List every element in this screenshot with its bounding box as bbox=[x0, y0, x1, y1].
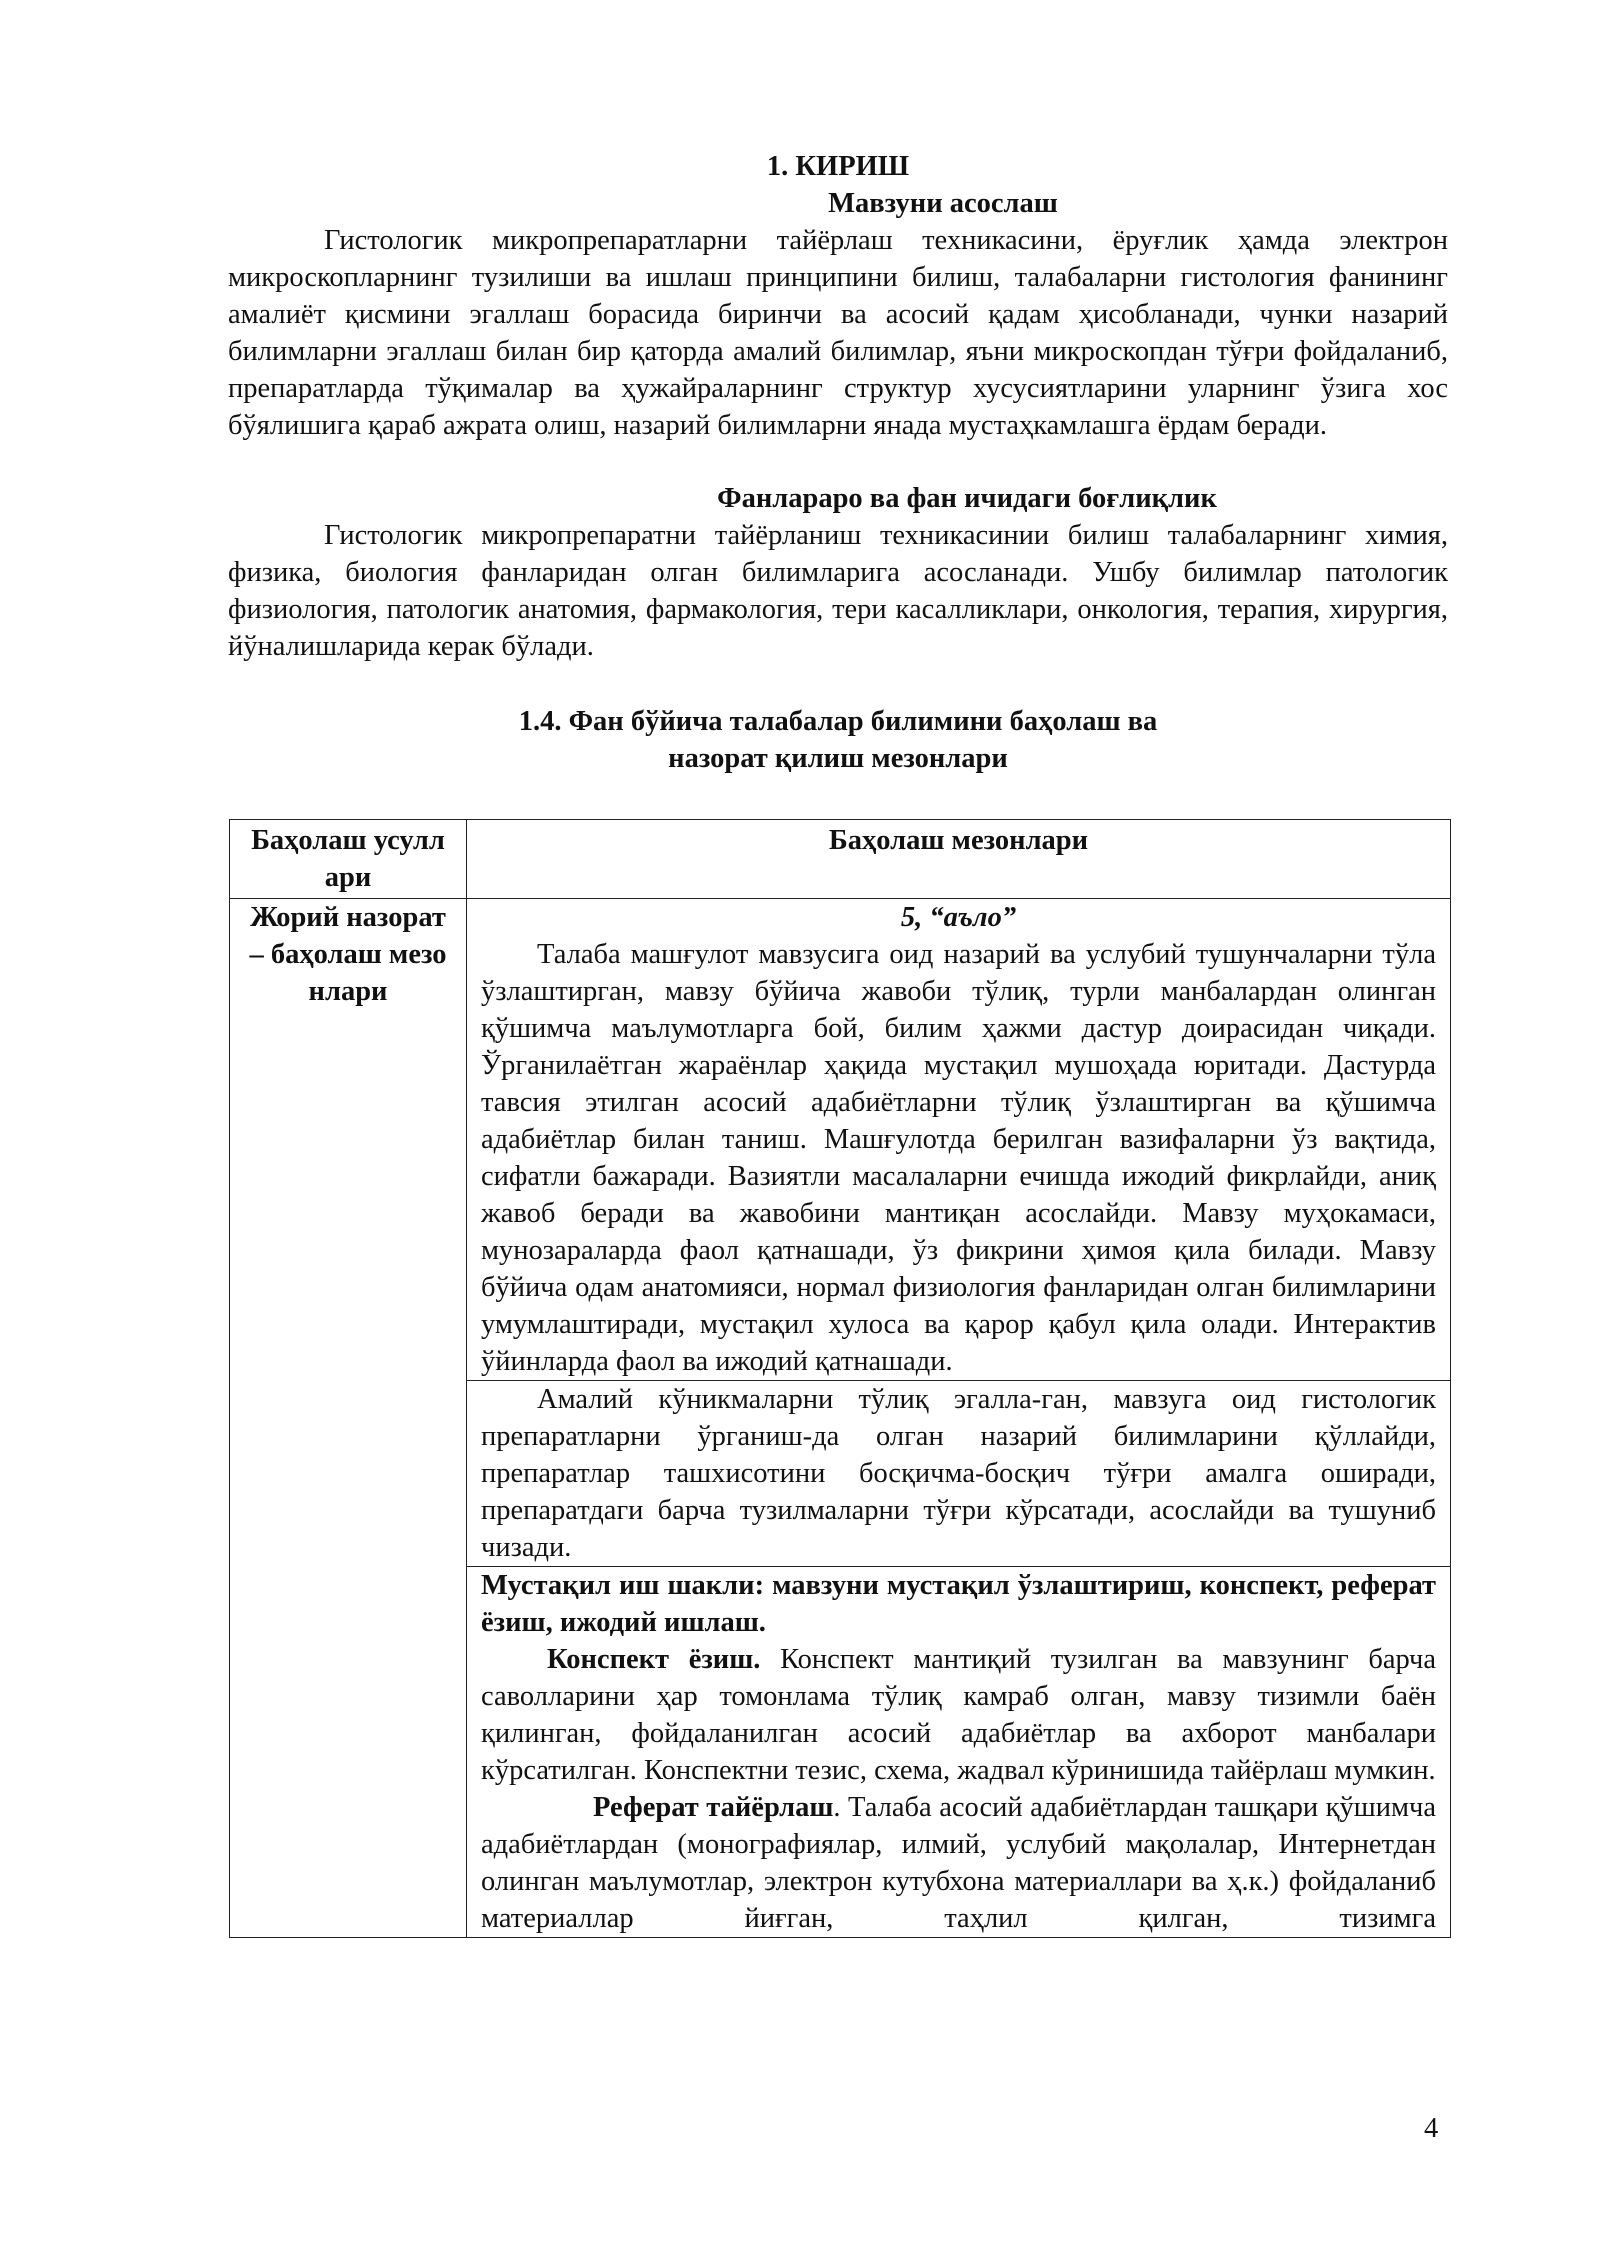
cell-grade-five bbox=[467, 899, 1451, 1381]
referat-paragraph bbox=[481, 1789, 1436, 1937]
cell-self-work bbox=[467, 1567, 1451, 1938]
table-row-grade bbox=[230, 899, 1451, 1381]
referat-text: . Талаба асосий адабиётлардан ташқари қўшимча адабиётлардан (монографиялар, илмий, услубий мақолалар, Интернетдан олинган маълумотлар, электрон кутубхона материаллари ва ҳ.к.) фойдаланиб материаллар йиғган, таҳлил қилган, тизимга bbox=[481, 1792, 1436, 1934]
links-paragraph: Гистологик микропрепаратни тайёрланиш техникасинии билиш талабаларнинг химия, физика, биология фанларидан олган билимларига асосланади. Ушбу билимлар патологик физиология, патологик анатомия, фармакология, тери касалликлари, онкология, терапия, хирургия, йўналишларида керак бўлади. bbox=[228, 520, 1448, 662]
criteria-title-line1: 1.4. Фан бўйича талабалар билимини баҳолаш ва bbox=[518, 706, 1158, 737]
header-criteria-label: Баҳолаш мезонлари bbox=[828, 825, 1089, 856]
criteria-title-line2: назорат қилиш мезонлари bbox=[668, 743, 1008, 774]
page-number: 4 bbox=[1424, 2113, 1439, 2144]
konspekt-label: Конспект ёзиш. bbox=[547, 1644, 761, 1675]
section-title: 1. КИРИШ bbox=[766, 151, 910, 182]
links-title: Фанлараро ва фан ичидаги боғлиқлик bbox=[717, 483, 1217, 514]
row-label-current-control: Жорий назорат – баҳолаш мезонлари bbox=[230, 899, 467, 1938]
cell-practical bbox=[467, 1381, 1451, 1567]
grade-description: Талаба машғулот мавзусига оид назарий ва услубий тушунчаларни тўла ўзлаштирган, мавзу бўйича жавоби тўлиқ, турли манбалардан олинган қўшимча маълумотларга бой, билим ҳажми дастур доирасидан чиқади. Ўрганилаётган жараёнлар ҳақида мустақил мушоҳада юритади. Дастурда тавсия этилган асосий адабиётларни тўлиқ ўзлаштирган ва қўшимча адабиётлар билан таниш. Машғулотда берилган вазифаларни ўз вақтида, сифатли бажаради. Вазиятли масалаларни ечишда ижодий фикрлайди, аниқ жавоб беради ва жавобини мантиқан асослайди. Мавзу муҳокамаси, мунозараларда фаол қатнашади, ўз фикрини ҳимоя қила билади. Мавзу бўйича одам анатомияси, нормал физиология фанларидан олган билимларини умумлаштиради, мустақил хулоса ва қарор қабул қила олади. Интерактив ўйинларда фаол ва ижодий қатнашади. bbox=[481, 939, 1436, 1377]
self-work-heading bbox=[481, 1567, 1436, 1641]
header-criteria bbox=[467, 820, 1451, 899]
referat-label: Реферат тайёрлаш bbox=[593, 1792, 834, 1823]
intro-paragraph: Гистологик микропрепаратларни тайёрлаш техникасини, ёруғлик ҳамда электрон микроскопларнинг тузилиши ва ишлаш принципини билиш, талабаларни гистология фанининг амалиёт қисмини эгаллаш борасида биринчи ва асосий қадам ҳисобланади, чунки назарий билимларни эгаллаш билан бир қаторда амалий билимлар, яъни микроскопдан тўғри фойдаланиб, препаратларда тўқималар ва ҳужайраларнинг структур хусусиятларини уларнинг ўзига хос бўялишига қараб ажрата олиш, назарий билимларни янада мустаҳкамлашга ёрдам беради. bbox=[228, 225, 1448, 441]
section-subtitle: Мавзуни асослаш bbox=[828, 188, 1058, 219]
criteria-table bbox=[229, 819, 1451, 1938]
table-header-row bbox=[230, 820, 1451, 899]
page-content bbox=[228, 148, 1448, 1938]
konspekt-text: Конспект мантиқий тузилган ва мавзунинг барча саволларини ҳар томонлама тўлиқ камраб олган, мавзу тизимли баён қилинган, фойдаланилган асосий адабиётлар ва ахборот манбалари кўрсатилган. Конспектни тезис, схема, жадвал кўринишида тайёрлаш мумкин. bbox=[481, 1644, 1436, 1786]
self-work-heading-text: Мустақил иш шакли: мавзуни мустақил ўзлаштириш, конспект, реферат ёзиш, ижодий ишлаш. bbox=[481, 1570, 1436, 1638]
konspekt-paragraph bbox=[481, 1641, 1436, 1789]
practical-description: Амалий кўникмаларни тўлиқ эгалла-ган, мавзуга оид гистологик препаратларни ўрганиш-да олган назарий билимларини қўллайди, препаратлар ташхисотини босқичма-босқич тўғри амалга оширади, препаратдаги барча тузилмаларни тўғри кўрсатади, асослайди ва тушуниб чизади. bbox=[481, 1384, 1436, 1563]
header-methods: Баҳолаш усуллари bbox=[230, 820, 467, 899]
grade-label: 5, “аъло” bbox=[900, 902, 1017, 933]
